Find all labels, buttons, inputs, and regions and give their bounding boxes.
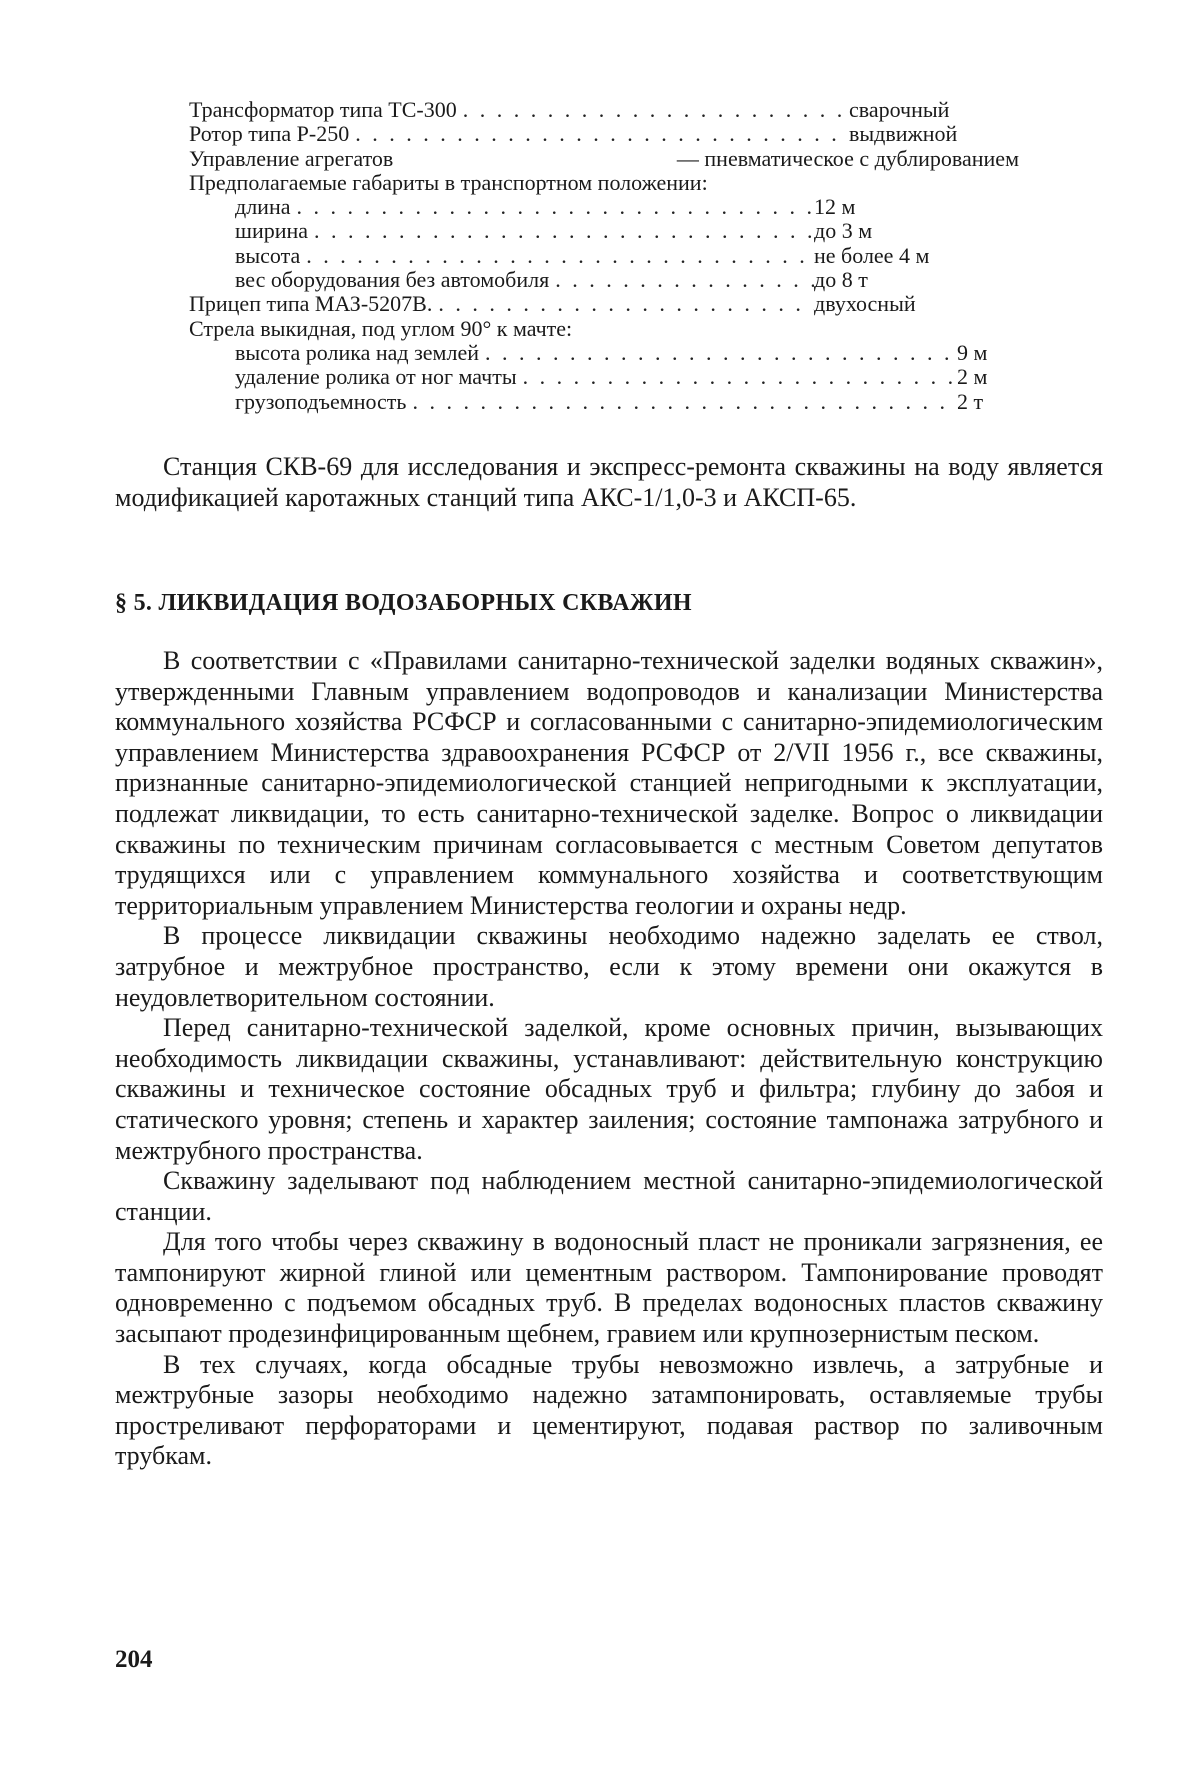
spec-label: вес оборудования без автомобиля bbox=[235, 267, 550, 293]
intro-paragraph: Станция СКВ-69 для исследования и экспресс-ремонта скважины на воду является модификацией каротажных станций типа АКС-1/1,0-3 и АКСП-65. bbox=[115, 452, 1103, 512]
spec-value: — пневматическое с дублированием bbox=[676, 145, 1019, 171]
leader-dots bbox=[290, 195, 814, 219]
leader-dots bbox=[517, 365, 957, 389]
spec-row-height bbox=[189, 244, 1019, 268]
spec-label: высота bbox=[235, 242, 301, 268]
body-paragraph: В процессе ликвидации скважины необходимо надежно заделать ее ствол, затрубное и межтрубное пространство, если к этому времени они окажутся в неудовлетворительном состоянии. bbox=[115, 921, 1103, 1012]
spec-row-roller-offset bbox=[189, 365, 1019, 389]
page-number: 204 bbox=[115, 1646, 153, 1673]
spec-label: Управление агрегатов bbox=[189, 145, 394, 171]
leader-dots bbox=[432, 292, 814, 316]
spec-value: выдвижной bbox=[849, 121, 958, 147]
body-paragraph: В соответствии с «Правилами санитарно-технической заделки водяных скважин», утвержденными Главным управлением водопроводов и канализации Министерства коммунального хозяйства РСФСР и согласованными с санитарно-эпидемиологическим управлением Министерства здравоохранения РСФСР от 2/VII 1956 г., все скважины, признанные санитарно-эпидемиологической станцией непригодными к эксплуатации, подлежат ликвидации, то есть санитарно-технической заделке. Вопрос о ликвидации скважины по техническим причинам согласовывается с местным Советом депутатов трудящихся или с управлением коммунального хозяйства и соответствующим территориальным управлением Министерства геологии и охраны недр. bbox=[115, 646, 1103, 920]
section-body bbox=[115, 646, 1103, 1472]
spec-boom-header bbox=[189, 317, 1019, 341]
leader-dots bbox=[457, 98, 849, 122]
spec-row-transformer bbox=[189, 98, 1019, 122]
spec-row-capacity bbox=[189, 390, 1019, 414]
spec-row-trailer bbox=[189, 292, 1019, 316]
spec-subheading: Предполагаемые габариты в транспортном положении: bbox=[189, 169, 708, 195]
spec-value: 2 м bbox=[957, 364, 988, 390]
spec-value: до 8 т bbox=[814, 267, 868, 293]
body-paragraph: Для того чтобы через скважину в водоносный пласт не проникали загрязнения, ее тампонируют жирной глиной или цементным раствором. Тампонирование проводят одновременно с подъемом обсадных труб. В пределах водоносных пластов скважину засыпают продезинфицированным щебнем, гравием или крупнозернистым песком. bbox=[115, 1227, 1103, 1349]
spec-label: высота ролика над землей bbox=[235, 339, 479, 365]
leader-dots bbox=[406, 390, 957, 414]
spec-value: 9 м bbox=[957, 339, 988, 365]
spec-value: не более 4 м bbox=[814, 242, 930, 268]
spec-label: ширина bbox=[235, 218, 309, 244]
spec-value: 2 т bbox=[957, 388, 984, 414]
spec-label: длина bbox=[235, 194, 291, 220]
spec-label: Ротор типа Р-250 bbox=[189, 121, 350, 147]
leader-dots bbox=[308, 219, 814, 243]
body-paragraph: В тех случаях, когда обсадные трубы невозможно извлечь, а затрубные и межтрубные зазоры необходимо надежно затампонировать, оставляемые трубы простреливают перфораторами и цементируют, подавая раствор по заливочным трубкам. bbox=[115, 1349, 1103, 1471]
spec-value: до 3 м bbox=[814, 218, 873, 244]
spec-row-roller-height bbox=[189, 341, 1019, 365]
spec-row-weight bbox=[189, 268, 1019, 292]
spec-row-length bbox=[189, 195, 1019, 219]
leader-dots bbox=[549, 268, 814, 292]
spec-subheading: Стрела выкидная, под углом 90° к мачте: bbox=[189, 315, 573, 341]
spec-value: 12 м bbox=[814, 194, 856, 220]
spec-row-control bbox=[189, 147, 1019, 171]
equipment-spec-list bbox=[189, 98, 1019, 414]
spec-label: Трансформатор типа ТС-300 bbox=[189, 97, 457, 122]
spec-value: двухосный bbox=[814, 291, 916, 317]
spec-row-rotor bbox=[189, 122, 1019, 146]
leader-dots bbox=[300, 244, 814, 268]
section-heading: § 5. ЛИКВИДАЦИЯ ВОДОЗАБОРНЫХ СКВАЖИН bbox=[115, 590, 692, 616]
spec-row-width bbox=[189, 219, 1019, 243]
intro-text-block bbox=[115, 452, 1103, 513]
spec-label: удаление ролика от ног мачты bbox=[235, 364, 517, 390]
body-paragraph: Перед санитарно-технической заделкой, кроме основных причин, вызывающих необходимость ликвидации скважины, устанавливают: действительную конструкцию скважины и техническое состояние обсадных труб и фильтра; глубину до забоя и статического уровня; степень и характер заиления; состояние тампонажа затрубного и межтрубного пространства. bbox=[115, 1013, 1103, 1165]
spec-dimensions-header bbox=[189, 171, 1019, 195]
leader-dots bbox=[479, 341, 957, 365]
spec-label: грузоподъемность bbox=[235, 388, 407, 414]
leader-dots bbox=[349, 122, 849, 146]
body-paragraph: Скважину заделывают под наблюдением местной санитарно-эпидемиологической станции. bbox=[115, 1166, 1103, 1226]
spec-label: Прицеп типа МАЗ-5207В. bbox=[189, 291, 433, 317]
spec-value: сварочный bbox=[849, 97, 950, 122]
